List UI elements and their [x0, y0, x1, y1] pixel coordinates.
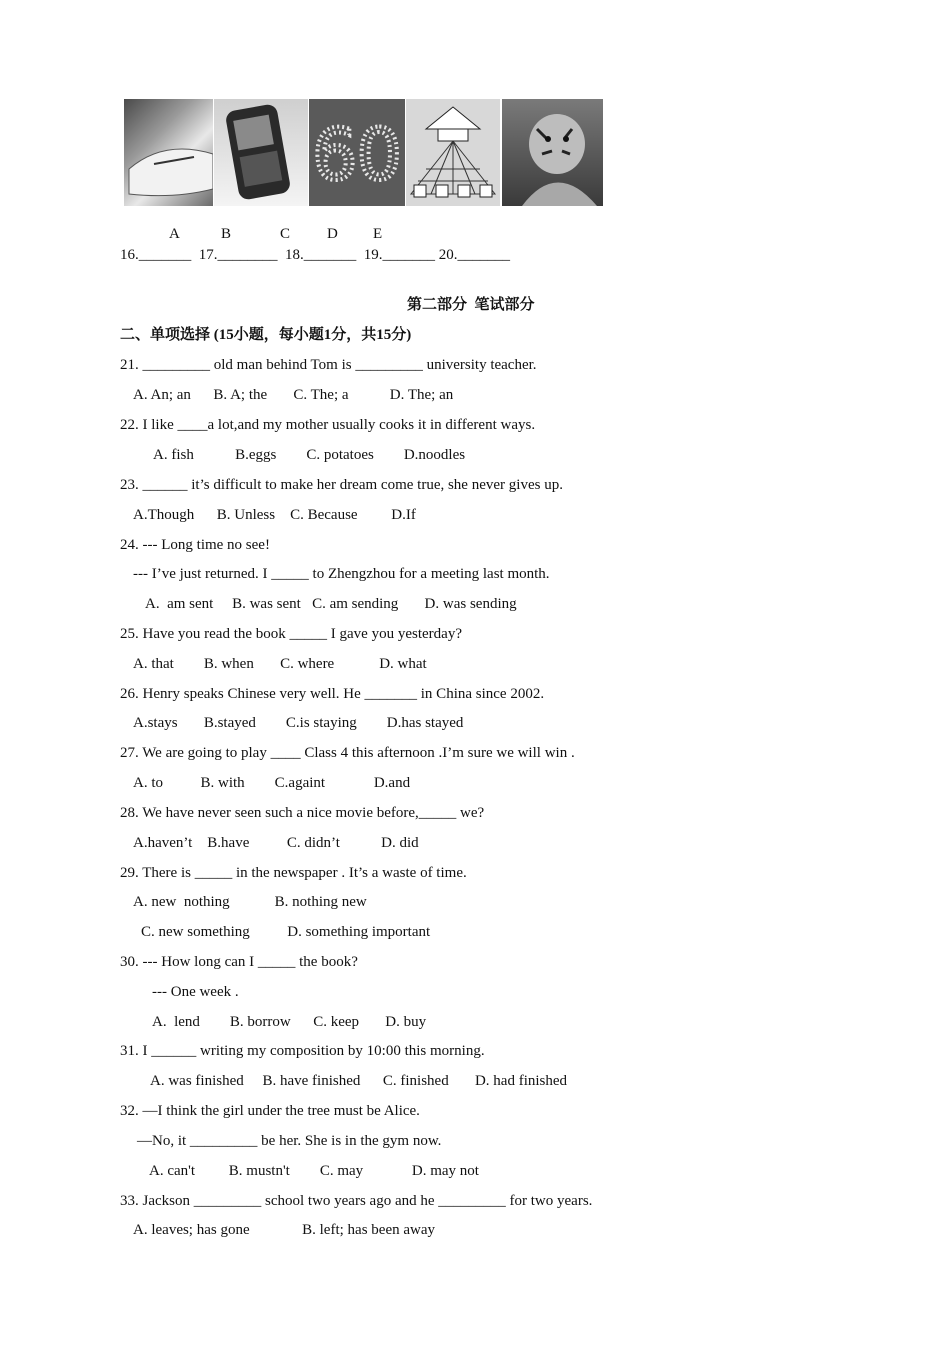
section-heading: 二、单项选择 (15小题，每小题1分，共15分) [120, 327, 412, 343]
q25-options: A. that B. when C. where D. what [133, 656, 427, 672]
image-label-b: B [221, 226, 232, 242]
q30-reply: --- One week . [152, 984, 239, 1000]
q23-options: A.Though B. Unless C. Because D.If [133, 507, 416, 523]
q29-stem: 29. There is _____ in the newspaper . It’s a waste of time. [120, 865, 467, 881]
q32-options: A. can't B. mustn't C. may D. may not [149, 1163, 479, 1179]
sixty-lights-photo [309, 99, 405, 206]
answer-blanks: 16._______ 17.________ 18._______ 19._______ 20._______ [120, 247, 510, 263]
q23-stem: 23. ______ it’s difficult to make her dream come true, she never gives up. [120, 477, 563, 493]
q32-stem: 32. —I think the girl under the tree must be Alice. [120, 1103, 420, 1119]
image-label-c: C [280, 226, 291, 242]
q24-stem: 24. --- Long time no see! [120, 537, 270, 553]
q26-options: A.stays B.stayed C.is staying D.has stayed [133, 715, 464, 731]
q31-stem: 31. I ______ writing my composition by 10:00 this morning. [120, 1043, 485, 1059]
q29-options-1: A. new nothing B. nothing new [133, 894, 367, 910]
q29-options-2: C. new something D. something important [141, 924, 431, 940]
q33-options: A. leaves; has gone B. left; has been away [133, 1222, 435, 1238]
train-photo [124, 99, 213, 206]
q30-stem: 30. --- How long can I _____ the book? [120, 954, 358, 970]
q27-options: A. to B. with C.againt D.and [133, 775, 411, 791]
q28-options: A.haven’t B.have C. didn’t D. did [133, 835, 419, 851]
q22-stem: 22. I like ____a lot,and my mother usually cooks it in different ways. [120, 417, 536, 433]
q21-stem: 21. _________ old man behind Tom is _________ university teacher. [120, 357, 537, 373]
q31-options: A. was finished B. have finished C. finished D. had finished [150, 1073, 568, 1089]
q28-stem: 28. We have never seen such a nice movie before,_____ we? [120, 805, 485, 821]
section-title: 第二部分 笔试部分 [407, 297, 535, 313]
q32-reply: —No, it _________ be her. She is in the gym now. [137, 1133, 442, 1149]
q33-stem: 33. Jackson _________ school two years ago and he _________ for two years. [120, 1193, 593, 1209]
q22-options: A. fish B.eggs C. potatoes D.noodles [153, 447, 466, 463]
q26-stem: 26. Henry speaks Chinese very well. He _______ in China since 2002. [120, 686, 545, 702]
q24-reply: --- I’ve just returned. I _____ to Zhengzhou for a meeting last month. [133, 566, 550, 582]
q24-options: A. am sent B. was sent C. am sending D. was sending [145, 596, 517, 612]
house-price-cartoon [406, 99, 500, 206]
q25-stem: 25. Have you read the book _____ I gave you yesterday? [120, 626, 462, 642]
image-label-d: D [327, 226, 338, 242]
image-label-a: A [169, 226, 180, 242]
q21-options: A. An; an B. A; the C. The; a D. The; an [133, 387, 454, 403]
phone-photo [214, 99, 308, 206]
q30-options: A. lend B. borrow C. keep D. buy [152, 1014, 427, 1030]
q27-stem: 27. We are going to play ____ Class 4 this afternoon .I’m sure we will win . [120, 745, 575, 761]
image-label-e: E [373, 226, 383, 242]
tiger-photo [502, 99, 603, 206]
svg-text:60: 60 [312, 114, 402, 196]
